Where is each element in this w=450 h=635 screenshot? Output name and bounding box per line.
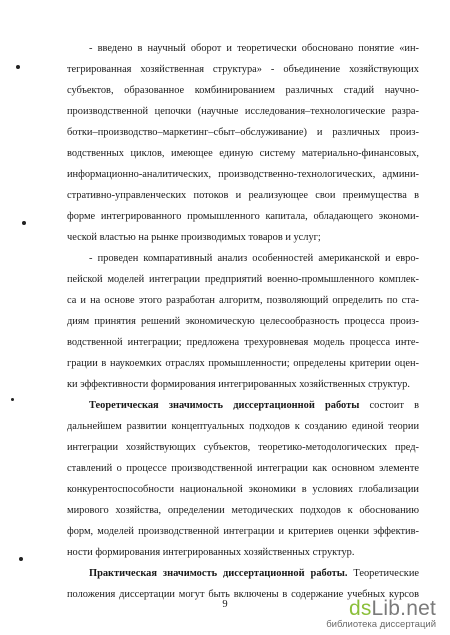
text-line: интеграции хозяйствующих субъектов, теоретико-методологических пред- [67, 442, 419, 453]
text-line: са и на основе этого разработан алгоритм, позволяющий определить по ста- [67, 295, 419, 306]
text-line: информационно-аналитических, производственно-технологических, админи- [67, 169, 419, 180]
text-line: - введено в научный оборот и теоретически обосновано понятие «ин- [89, 43, 419, 54]
text-fragment: Теоретические [353, 568, 419, 579]
text-line: диям принятия решений экономическую целесообразность процесса произ- [67, 316, 419, 327]
text-line: ботки–производство–маркетинг–сбыт–обслуживание) и различных произ- [67, 127, 419, 138]
scan-speck [11, 398, 14, 401]
text-line: положения диссертации могут быть включены в содержание учебных курсов [67, 589, 419, 600]
text-line: ки эффективности формирования интегрированных хозяйственных структур. [67, 379, 410, 390]
text-line: конкурентоспособности национальной экономики в условиях глобализации [67, 484, 419, 495]
scan-speck [19, 557, 23, 561]
watermark-brand: dsLib.net [348, 597, 436, 620]
dslib-watermark-logo [310, 597, 440, 629]
theoretical-significance-line [89, 400, 419, 412]
text-line: производственной цепочки (научные исследования–технологические разра- [67, 106, 419, 117]
scan-speck [22, 221, 26, 225]
text-line: водственных циклов, имеющее единую систему материально-финансовых, [67, 148, 419, 159]
text-line: водственной интеграции; предложена трехуровневая модель процесса инте- [67, 337, 419, 348]
theoretical-significance-heading: Теоретическая значимость диссертационной работы [89, 400, 360, 411]
text-line: мирового хозяйства, определении методических подходов к обоснованию [67, 505, 419, 516]
text-line: форме интегрированного промышленного капитала, обладающего экономи- [67, 211, 419, 222]
text-line: - проведен компаративный анализ особенностей американской и евро- [89, 253, 419, 264]
text-line: ческой властью на рынке производимых товаров и услуг; [67, 232, 321, 243]
page-number: 9 [222, 599, 228, 610]
text-line: пейской моделей интеграции предприятий военно-промышленного комплек- [67, 274, 419, 285]
text-line: субъектов, образованное комбинированием различных стадий научно- [67, 85, 419, 96]
watermark-subtitle: библиотека диссертаций [326, 619, 436, 630]
text-line: тегрированная хозяйственная структура» - объединение хозяйствующих [67, 64, 419, 75]
text-line: дальнейшем развитии концептуальных подходов к созданию единой теории [67, 421, 419, 432]
text-fragment: состоит в [369, 400, 419, 411]
practical-significance-heading: Практическая значимость диссертационной работы. [89, 568, 348, 579]
text-line: грации в наукоемких отраслях промышленности; определены критерии оцен- [67, 358, 419, 369]
scan-speck [16, 65, 20, 69]
text-line: ности формирования интегрированных хозяйственных структур. [67, 547, 355, 558]
text-line: ставлений о процессе производственной интеграции как основном элементе [67, 463, 419, 474]
practical-significance-line [89, 568, 419, 580]
text-line: стративно-управленческих потоков и реализующее свои преимущества в [67, 190, 419, 201]
text-line: форм, моделей производственной интеграции и критериев оценки эффектив- [67, 526, 419, 537]
